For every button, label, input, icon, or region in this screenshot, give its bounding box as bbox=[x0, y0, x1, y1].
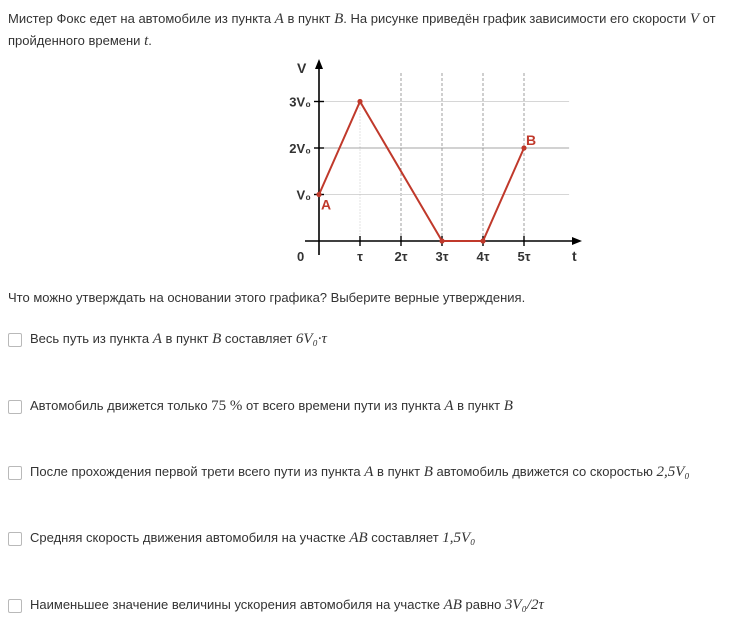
y-tick-label: V₀ bbox=[296, 187, 311, 203]
option-4-checkbox[interactable] bbox=[8, 532, 22, 546]
intro-text: . На рисунке приведён график зависимости его скорости bbox=[343, 11, 690, 26]
question-text: Что можно утверждать на основании этого графика? Выберите верные утверждения. bbox=[8, 290, 526, 305]
option-1-checkbox[interactable] bbox=[8, 333, 22, 347]
x-tick-label: 5τ bbox=[517, 249, 531, 264]
y-axis-arrow bbox=[315, 59, 323, 69]
data-point bbox=[480, 238, 485, 243]
option-2[interactable] bbox=[8, 398, 513, 415]
data-point bbox=[439, 238, 444, 243]
option-2-checkbox[interactable] bbox=[8, 400, 22, 414]
y-tick-label: 2V₀ bbox=[289, 141, 311, 156]
velocity-series-line bbox=[319, 102, 524, 242]
velocity-time-graph bbox=[280, 55, 590, 270]
intro-text: в пункт bbox=[283, 11, 335, 26]
intro-text: . bbox=[148, 33, 152, 48]
option-5[interactable] bbox=[8, 597, 544, 614]
problem-statement bbox=[8, 8, 743, 52]
intro-text: от пройденного времени bbox=[8, 11, 716, 48]
point-b-var: B bbox=[334, 11, 344, 27]
velocity-var: V bbox=[689, 11, 700, 27]
x-tick-label: 3τ bbox=[435, 249, 449, 264]
x-axis-arrow bbox=[572, 237, 582, 245]
option-4-label: Средняя скорость движения автомобиля на участке AB составляет 1,5V₀ bbox=[30, 530, 476, 546]
option-3[interactable] bbox=[8, 464, 690, 481]
y-tick-label: 3V₀ bbox=[289, 94, 311, 110]
data-point bbox=[357, 99, 362, 104]
y-axis-label: V bbox=[297, 60, 307, 76]
time-var: t bbox=[144, 33, 149, 49]
point-a-label: A bbox=[321, 196, 332, 213]
option-4[interactable] bbox=[8, 530, 475, 547]
origin-label: 0 bbox=[297, 249, 305, 264]
option-1[interactable] bbox=[8, 331, 327, 348]
point-b-label: B bbox=[526, 132, 537, 148]
x-tick-label: 4τ bbox=[476, 249, 490, 264]
intro-text: Мистер Фокс едет на автомобиле из пункта bbox=[8, 11, 275, 26]
x-axis-label: t bbox=[572, 248, 577, 264]
option-1-label: Весь путь из пункта A в пункт B составляет 6V₀·τ bbox=[30, 331, 327, 347]
option-3-label: После прохождения первой трети всего пути из пункта A в пункт B автомобиль движется со скоростью 2,5V₀ bbox=[30, 464, 690, 480]
option-2-label: Автомобиль движется только 75 % от всего времени пути из пункта A в пункт B bbox=[30, 398, 513, 414]
option-5-label: Наименьшее значение величины ускорения автомобиля на участке AB равно 3V₀/2τ bbox=[30, 597, 544, 613]
point-a-var: A bbox=[274, 11, 284, 27]
option-3-checkbox[interactable] bbox=[8, 466, 22, 480]
option-5-checkbox[interactable] bbox=[8, 599, 22, 613]
x-tick-label: 2τ bbox=[394, 249, 408, 264]
x-tick-label: τ bbox=[357, 249, 363, 264]
